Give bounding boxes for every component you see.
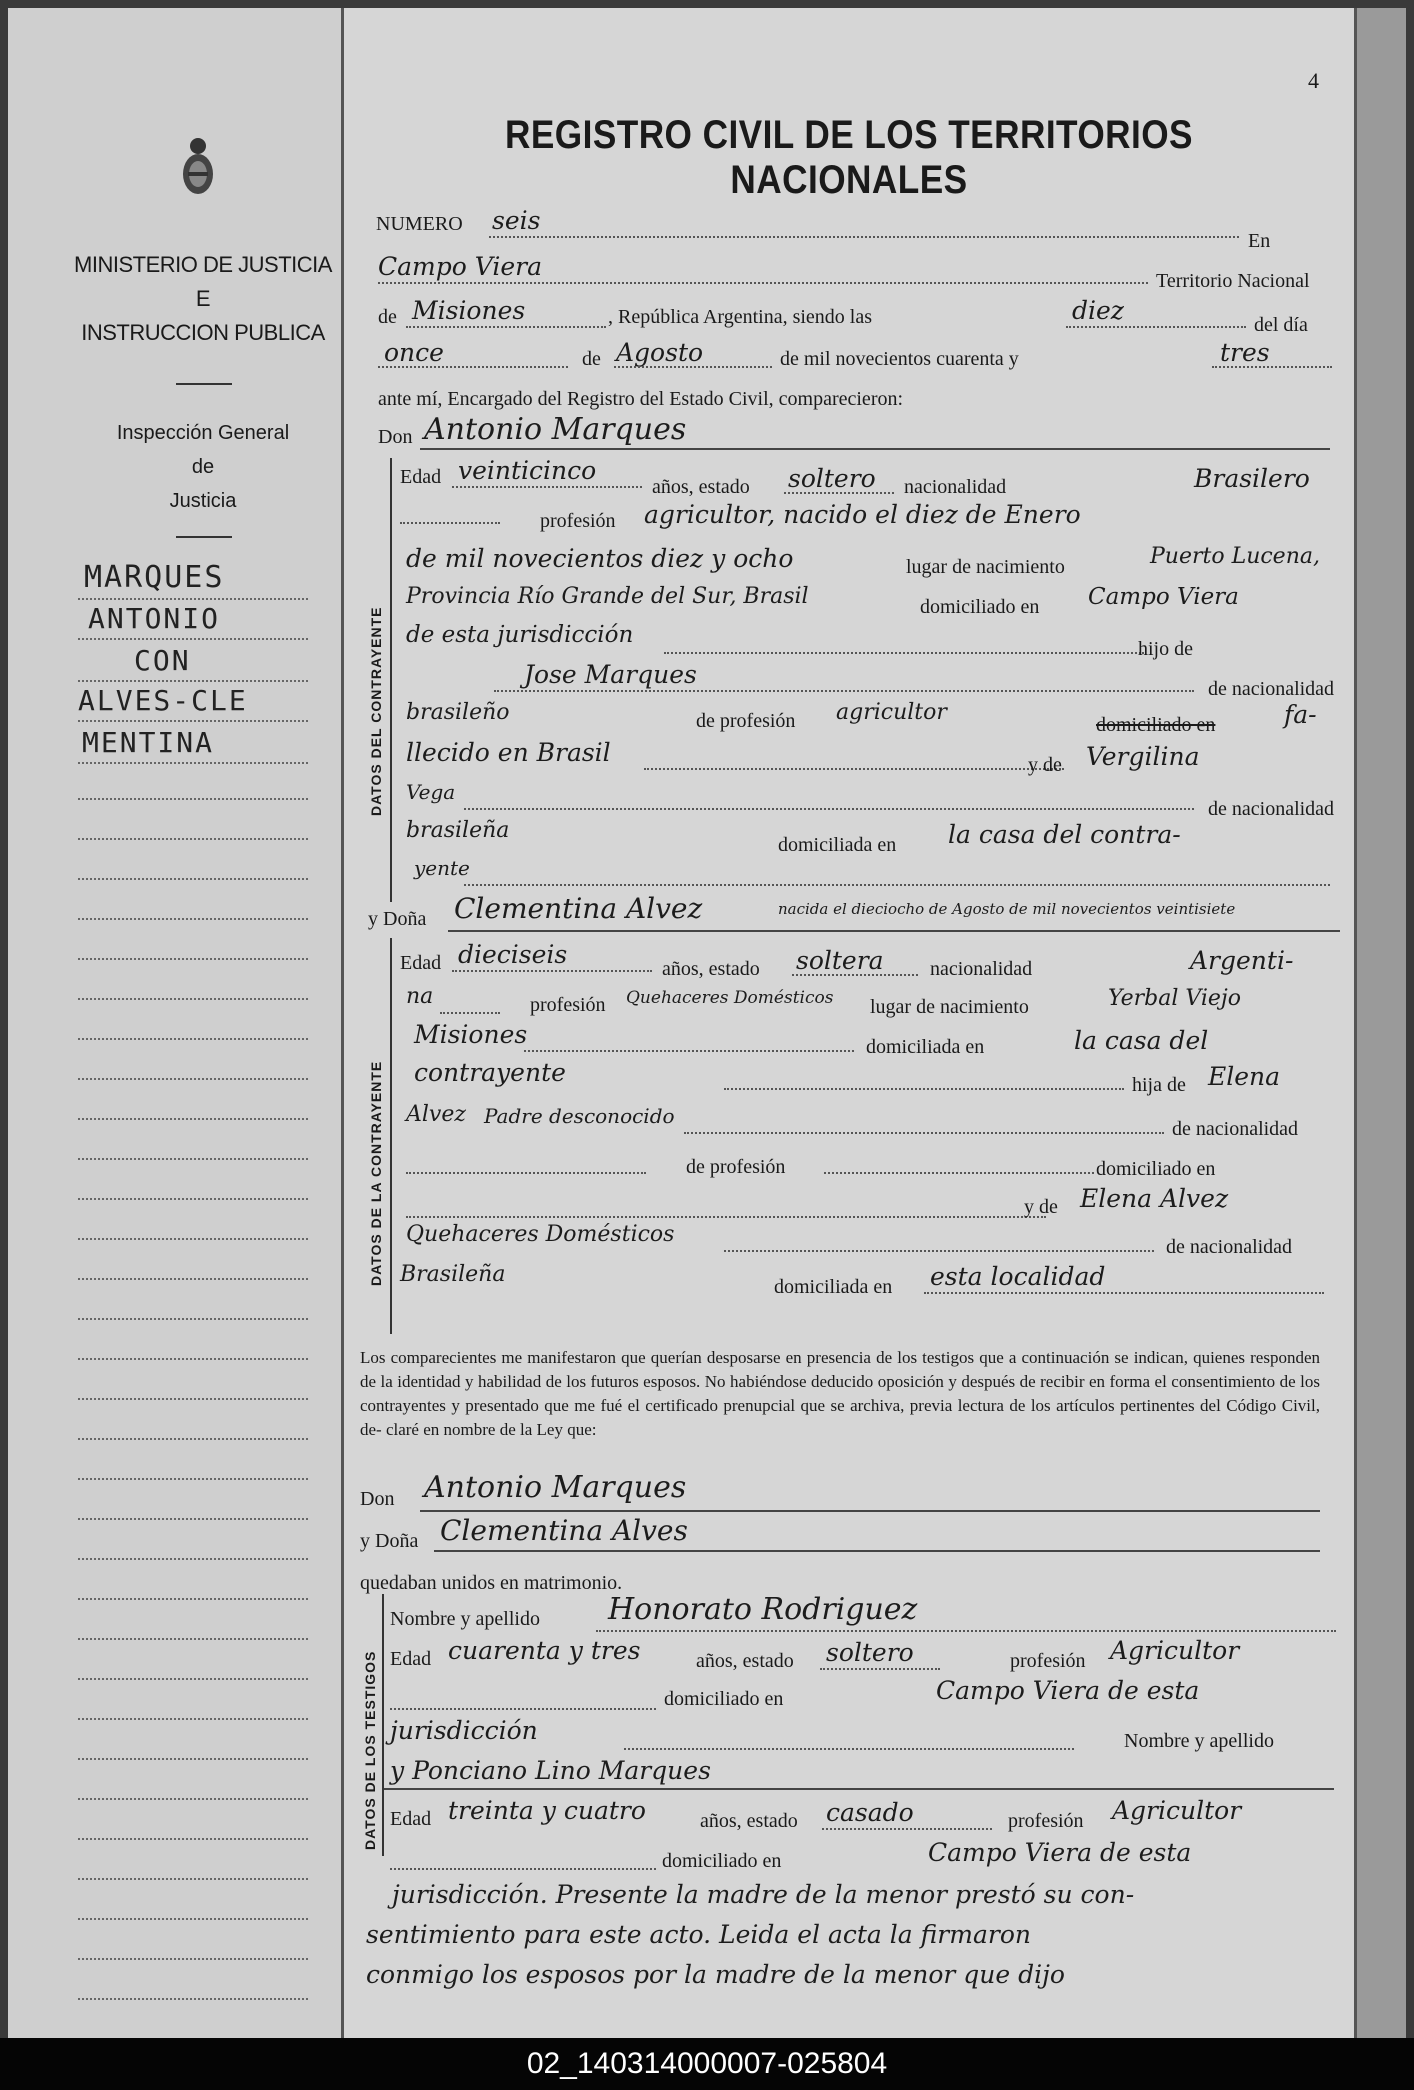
bride-birthplace: Yerbal Viejo xyxy=(1108,986,1241,1011)
divider xyxy=(176,383,232,385)
don-label: Don xyxy=(360,1488,395,1510)
ruled-line xyxy=(78,598,308,600)
territorio-label: Territorio Nacional xyxy=(1156,270,1310,292)
ruled-line xyxy=(78,1838,308,1840)
domiciliada-en-label: domiciliada en xyxy=(774,1276,893,1298)
fill-line xyxy=(724,1088,1124,1090)
fill-line xyxy=(489,236,1239,238)
margin-note-line: ALVES-CLE xyxy=(78,684,248,717)
groom-mother-name-2: Vega xyxy=(406,780,456,804)
fill-line xyxy=(624,1748,1074,1750)
margin-note-line: MENTINA xyxy=(82,726,215,759)
inspection-heading: Inspección General de Justicia xyxy=(116,422,290,512)
bride-nationality: Argenti- xyxy=(1190,946,1294,975)
fill-line xyxy=(924,1292,1324,1294)
fill-line xyxy=(820,1668,940,1670)
groom-name-declared: Antonio Marques xyxy=(424,1470,687,1505)
y-de-label: y de xyxy=(1024,1196,1058,1218)
witness1-status: soltero xyxy=(826,1638,914,1667)
groom-status: soltero xyxy=(788,464,876,493)
left-margin-column xyxy=(8,8,344,2038)
witness2-age: treinta y cuatro xyxy=(448,1796,646,1825)
ruled-line xyxy=(78,1278,308,1280)
de-profesion-label: de profesión xyxy=(696,710,796,732)
de-nacionalidad-label: de nacionalidad xyxy=(1166,1236,1293,1258)
ruled-line xyxy=(78,1438,308,1440)
ruled-line xyxy=(78,1798,308,1800)
fill-line xyxy=(792,974,918,976)
de-label: de xyxy=(582,348,601,370)
page-number: 4 xyxy=(1308,68,1319,93)
bride-section-label: DATOS DE LA CONTRAYENTE xyxy=(368,1060,384,1286)
fill-line xyxy=(384,1788,1334,1790)
closing-line-2: sentimiento para este acto. Leida el acta la firmaron xyxy=(366,1920,1031,1949)
ruled-line xyxy=(78,1358,308,1360)
groom-father-profession: agricultor xyxy=(836,700,947,725)
ruled-line xyxy=(78,1918,308,1920)
fill-line xyxy=(1212,366,1332,368)
de-profesion-label: de profesión xyxy=(686,1156,786,1178)
ruled-line xyxy=(78,998,308,1000)
ruled-line xyxy=(78,1878,308,1880)
nombre-apellido-label: Nombre y apellido xyxy=(1124,1730,1274,1752)
binding-edge xyxy=(1357,8,1406,2038)
groom-mother-name: Vergilina xyxy=(1086,742,1200,771)
fill-line xyxy=(614,366,772,368)
profesion-label: profesión xyxy=(1008,1810,1084,1832)
nacionalidad-label: nacionalidad xyxy=(930,958,1033,980)
fill-line xyxy=(784,492,894,494)
closing-line-3: conmigo los esposos por la madre de la menor que dijo xyxy=(366,1960,1065,1989)
fill-line xyxy=(406,1172,646,1174)
groom-father-domicile: fa- xyxy=(1284,700,1317,729)
ruled-line xyxy=(78,1718,308,1720)
ruled-line xyxy=(78,918,308,920)
domiciliado-en-label: domiciliado en xyxy=(920,596,1040,618)
margin-note-line: MARQUES xyxy=(84,560,225,595)
fill-line xyxy=(434,1550,1320,1552)
fill-line xyxy=(822,1828,992,1830)
ruled-line xyxy=(78,958,308,960)
groom-name: Antonio Marques xyxy=(424,412,687,447)
fill-line xyxy=(390,1868,656,1870)
ruled-line xyxy=(78,1038,308,1040)
fill-line xyxy=(464,808,1194,810)
bride-mother-nationality: Brasileña xyxy=(400,1262,506,1287)
groom-birth-cont: de mil novecientos diez y ocho xyxy=(406,544,794,573)
groom-nationality: Brasilero xyxy=(1194,464,1310,493)
bride-mother-domicile: esta localidad xyxy=(930,1262,1106,1291)
domiciliada-en-label: domiciliada en xyxy=(866,1036,985,1058)
groom-father-domicile-2: llecido en Brasil xyxy=(406,738,611,767)
ruled-line xyxy=(78,1478,308,1480)
fill-line xyxy=(684,1132,1164,1134)
ante-mi-text: ante mí, Encargado del Registro del Estado Civil, comparecieron: xyxy=(378,388,904,410)
bride-name: Clementina Alvez xyxy=(454,892,703,925)
don-label: Don xyxy=(378,426,413,448)
nacionalidad-label: nacionalidad xyxy=(904,476,1007,498)
profesion-label: profesión xyxy=(530,994,606,1016)
domiciliado-en-label: domiciliado en xyxy=(1096,1158,1216,1180)
domiciliado-en-struck: domiciliado en xyxy=(1096,714,1216,736)
anos-estado-label: años, estado xyxy=(700,1810,798,1832)
domiciliado-en-label: domiciliado en xyxy=(664,1688,784,1710)
edad-label: Edad xyxy=(390,1808,432,1830)
fill-line xyxy=(524,1050,854,1052)
fill-line xyxy=(494,690,1194,692)
witness2-domicile: Campo Viera de esta xyxy=(928,1838,1192,1867)
lugar-nacimiento-label: lugar de nacimiento xyxy=(906,556,1065,578)
bride-birthplace-2: Misiones xyxy=(414,1020,528,1049)
unidos-text: quedaban unidos en matrimonio. xyxy=(360,1572,623,1594)
groom-mother-domicile-2: yente xyxy=(414,856,470,880)
groom-mother-domicile: la casa del contra- xyxy=(948,820,1181,849)
witness2-profession: Agricultor xyxy=(1112,1796,1242,1825)
y-dona-label: y Doña xyxy=(368,908,427,930)
day-value: once xyxy=(384,338,444,367)
ruled-line xyxy=(78,720,308,722)
fill-line xyxy=(824,1172,1094,1174)
fill-line xyxy=(664,652,1144,654)
bride-mother-profession: Quehaceres Domésticos xyxy=(406,1222,675,1247)
month-value: Agosto xyxy=(616,338,704,367)
ruled-line xyxy=(78,1678,308,1680)
anos-estado-label: años, estado xyxy=(662,958,760,980)
groom-mother-nationality: brasileña xyxy=(406,818,510,843)
declaration-text: Los comparecientes me manifestaron que querían desposarse en presencia de los testigos que a continuación se indican, quienes responden de la identidad y habilidad de los futuros esposos. No habiéndose deducido oposición y después de recibir en forma el consentimiento de los contrayentes y presentado que me fué el certificado prenupcial que se archiva, previa lectura de los artículos pertinentes del Código Civil, de- claré en nombre de la Ley que: xyxy=(360,1348,1320,1439)
year-label: de mil novecientos cuarenta y xyxy=(780,348,1019,370)
de-nacionalidad-label: de nacionalidad xyxy=(1172,1118,1299,1140)
del-dia-label: del día xyxy=(1254,314,1308,336)
fill-line xyxy=(400,522,500,524)
fill-line xyxy=(1066,326,1246,328)
nombre-apellido-label: Nombre y apellido xyxy=(390,1608,540,1630)
edad-label: Edad xyxy=(400,466,442,488)
closing-line-1: jurisdicción. Presente la madre de la menor prestó su con- xyxy=(392,1880,1135,1909)
groom-birthplace: Puerto Lucena, xyxy=(1150,544,1320,569)
ruled-line xyxy=(78,1118,308,1120)
scan-id-footer xyxy=(0,2038,1414,2090)
territory-value: Misiones xyxy=(412,296,526,325)
witness1-name: Honorato Rodriguez xyxy=(608,1592,918,1627)
groom-section-bracket xyxy=(390,458,392,902)
y-de-label: y de xyxy=(1028,754,1062,776)
margin-note-line: ANTONIO xyxy=(88,602,221,635)
ruled-line xyxy=(78,878,308,880)
witness1-domicile: Campo Viera de esta xyxy=(936,1676,1200,1705)
ruled-line xyxy=(78,1998,308,2000)
ruled-line xyxy=(78,1198,308,1200)
ruled-line xyxy=(78,680,308,682)
bride-age: dieciseis xyxy=(458,940,568,969)
groom-father-nationality: brasileño xyxy=(406,700,510,725)
republica-label: , República Argentina, siendo las xyxy=(608,306,873,328)
ministry-heading: MINISTERIO DE JUSTICIA E INSTRUCCION PUBLICA xyxy=(74,252,332,345)
coat-of-arms-icon xyxy=(180,136,216,198)
divider xyxy=(176,536,232,538)
ruled-line xyxy=(78,1758,308,1760)
bride-status: soltera xyxy=(796,946,884,975)
ruled-line xyxy=(78,1238,308,1240)
fill-line xyxy=(390,1708,656,1710)
fill-line xyxy=(406,1216,1046,1218)
lugar-nacimiento-label: lugar de nacimiento xyxy=(870,996,1029,1018)
ruled-line xyxy=(78,1518,308,1520)
fill-line xyxy=(406,326,606,328)
ruled-line xyxy=(78,1158,308,1160)
groom-profession: agricultor, nacido el diez de Enero xyxy=(644,500,1081,529)
bride-mother-name: Elena Alvez xyxy=(1080,1184,1229,1213)
bride-parent-2: Alvez xyxy=(406,1102,466,1127)
bride-domicile-2: contrayente xyxy=(414,1058,566,1087)
witness2-status: casado xyxy=(826,1798,914,1827)
fill-line xyxy=(420,448,1330,450)
fill-line xyxy=(464,884,1330,886)
anos-estado-label: años, estado xyxy=(696,1650,794,1672)
witnesses-section-bracket xyxy=(382,1594,384,1856)
witness1-profession: Agricultor xyxy=(1110,1636,1240,1665)
bride-birth-note: nacida el dieciocho de Agosto de mil novecientos veintisiete xyxy=(778,900,1236,918)
ruled-line xyxy=(78,1638,308,1640)
ruled-line xyxy=(78,798,308,800)
en-label: En xyxy=(1248,230,1271,252)
domiciliada-en-label: domiciliada en xyxy=(778,834,897,856)
fill-line xyxy=(448,930,1340,932)
ruled-line xyxy=(78,638,308,640)
bride-nationality-2: na xyxy=(406,984,434,1009)
bride-domicile: la casa del xyxy=(1074,1026,1209,1055)
hijo-de-label: hijo de xyxy=(1138,638,1193,660)
groom-section-label: DATOS DEL CONTRAYENTE xyxy=(368,606,384,816)
anos-estado-label: años, estado xyxy=(652,476,750,498)
fill-line xyxy=(420,1510,1320,1512)
numero-label: NUMERO xyxy=(376,213,463,235)
witness1-domicile-2: jurisdicción xyxy=(390,1716,538,1745)
ruled-line xyxy=(78,1558,308,1560)
edad-label: Edad xyxy=(390,1648,432,1670)
record-form xyxy=(344,8,1357,2038)
y-dona-label: y Doña xyxy=(360,1530,419,1552)
groom-father-name: Jose Marques xyxy=(524,660,697,689)
profesion-label: profesión xyxy=(540,510,616,532)
fill-line xyxy=(378,282,1148,284)
year-value: tres xyxy=(1220,338,1270,367)
bride-parent: Elena xyxy=(1208,1062,1281,1091)
fill-line xyxy=(440,1012,500,1014)
margin-note-line: CON xyxy=(134,644,191,677)
numero-value: seis xyxy=(492,206,541,235)
ruled-line xyxy=(78,1078,308,1080)
witnesses-section-label: DATOS DE LOS TESTIGOS xyxy=(362,1650,378,1850)
groom-age: veinticinco xyxy=(458,456,597,485)
groom-domicile-2: de esta jurisdicción xyxy=(406,622,634,648)
ruled-line xyxy=(78,762,308,764)
place-value: Campo Viera xyxy=(378,252,543,281)
edad-label: Edad xyxy=(400,952,442,974)
bride-father-note: Padre desconocido xyxy=(484,1104,675,1128)
domiciliado-en-label: domiciliado en xyxy=(662,1850,782,1872)
groom-birthplace-2: Provincia Río Grande del Sur, Brasil xyxy=(406,584,809,609)
scan-id: 02_140314000007-025804 xyxy=(526,2047,888,2080)
de-label: de xyxy=(378,306,397,328)
ruled-line xyxy=(78,838,308,840)
ruled-line xyxy=(78,1598,308,1600)
fill-line xyxy=(452,970,652,972)
fill-line xyxy=(378,366,568,368)
bride-section-bracket xyxy=(390,938,392,1334)
bride-name-declared: Clementina Alves xyxy=(440,1514,688,1547)
de-nacionalidad-label: de nacionalidad xyxy=(1208,678,1335,700)
bride-profession: Quehaceres Domésticos xyxy=(626,988,834,1008)
fill-line xyxy=(724,1250,1154,1252)
de-nacionalidad-label: de nacionalidad xyxy=(1208,798,1335,820)
ruled-line xyxy=(78,1398,308,1400)
witness2-name: y Ponciano Lino Marques xyxy=(390,1756,711,1785)
witness1-age: cuarenta y tres xyxy=(448,1636,641,1665)
ruled-line xyxy=(78,1958,308,1960)
register-page xyxy=(8,8,1406,2038)
hour-value: diez xyxy=(1072,296,1124,325)
groom-domicile: Campo Viera xyxy=(1088,584,1239,610)
fill-line xyxy=(452,486,642,488)
profesion-label: profesión xyxy=(1010,1650,1086,1672)
hija-de-label: hija de xyxy=(1132,1074,1186,1096)
ruled-line xyxy=(78,1318,308,1320)
fill-line xyxy=(644,768,1064,770)
fill-line xyxy=(596,1630,1336,1632)
page-title: REGISTRO CIVIL DE LOS TERRITORIOS NACIONALES xyxy=(505,113,1193,202)
